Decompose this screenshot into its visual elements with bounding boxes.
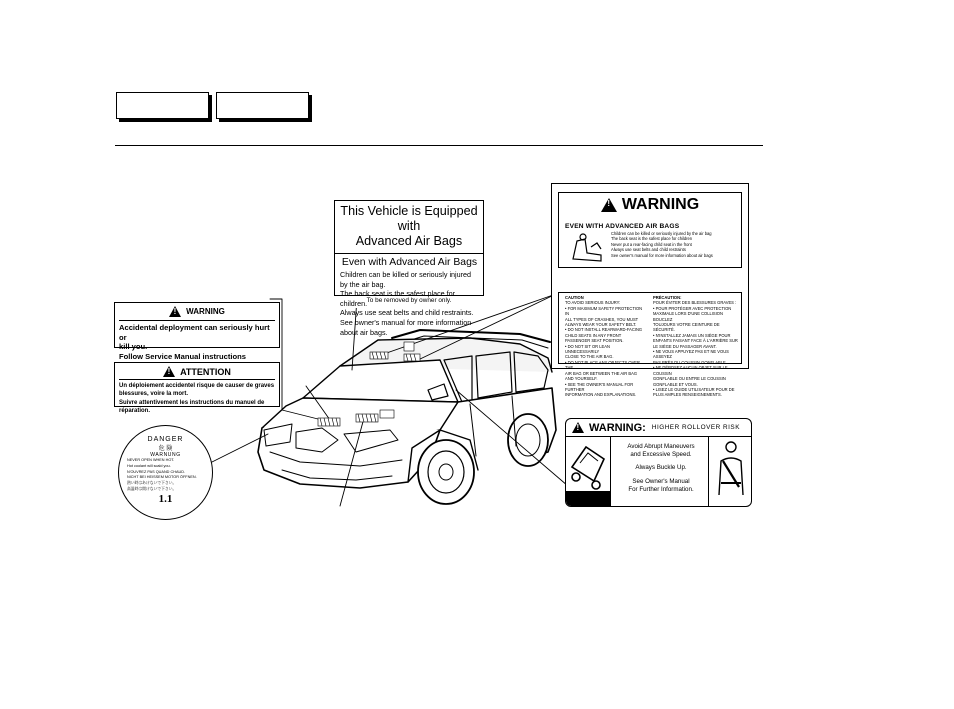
sun-visor-bullet-3: Never put a rear-facing child seat in the front <box>611 241 692 247</box>
radiator-cap-bullet-5: 熱い時はあけないで下さい。 <box>127 481 177 486</box>
service-warning-line-2: kill you. <box>119 342 148 352</box>
caution-line-8: • DO NOT SIT OR LEAN UNNECESSARILY <box>565 343 610 355</box>
caution-line-14: INFORMATION AND EXPLANATIONS. <box>565 392 637 398</box>
airbag-info-title-1: This Vehicle is Equipped with <box>340 204 478 233</box>
airbag-info-line-1: Children can be killed or seriously injured by the air bag. <box>340 270 472 289</box>
sun-visor-label <box>551 183 749 398</box>
precaution-line-14: PLUS AMPLES RENSEIGNEMENTS. <box>653 392 722 398</box>
precaution-line-5: • N'INSTALLEZ JAMAIS UN SIÈGE POUR <box>653 332 731 338</box>
caution-line-4: ALWAYS WEAR YOUR SAFETY BELT. <box>565 322 637 328</box>
precaution-line-8: • NE VOUS APPUYEZ PAS ET NE VOUS ASSEYEZ <box>653 349 729 360</box>
precaution-title: PRÉCAUTION: <box>653 295 682 300</box>
seat-belt-icon <box>709 437 752 507</box>
rollover-line-4: See Owner's Manual <box>632 477 690 485</box>
radiator-cap-label <box>118 425 213 520</box>
airbag-info-title-2: Advanced Air Bags <box>355 234 463 248</box>
rollover-vehicle-icon <box>566 437 610 507</box>
service-attention-heading: ATTENTION <box>180 366 231 377</box>
caution-line-2: • FOR MAXIMUM SAFETY PROTECTION IN <box>565 305 643 317</box>
rollover-line-2: and Excessive Speed. <box>630 451 692 459</box>
sun-visor-bullet-4: Always use seat belts and child restraints <box>611 247 686 253</box>
radiator-cap-bullet-1: NEVER OPEN WHEN HOT. <box>127 458 175 462</box>
caution-line-10: • DO NOT PLACE ANY OBJECTS OVER THE <box>565 359 640 371</box>
radiator-cap-danger: DANGER <box>147 436 184 443</box>
rollover-line-5: For Further Information. <box>628 485 694 493</box>
child-seat-icon <box>567 233 607 263</box>
warning-triangle-icon <box>163 366 175 377</box>
sun-visor-heading-text: WARNING <box>621 196 700 213</box>
rollover-heading: WARNING: <box>589 421 646 434</box>
service-attention-line-1: Un déploiement accidentel risque de causer de graves <box>119 383 275 389</box>
airbag-info-line-3: Always use seat belts and child restraints. <box>340 308 474 318</box>
warning-triangle-icon <box>169 306 181 317</box>
airbag-info-footer: To be removed by owner only. <box>366 297 452 304</box>
precaution-line-1: POUR ÉVITER DES BLESSURES GRAVES : <box>653 300 737 306</box>
precaution-line-2: • POUR PROTÉGER AVEC PROTECTION <box>653 305 732 311</box>
caution-line-12: AND YOURSELF. <box>565 376 598 382</box>
caution-line-11: AIR BAG OR BETWEEN THE AIR BAG <box>565 370 638 376</box>
sun-visor-subheading: EVEN WITH ADVANCED AIR BAGS <box>565 223 680 230</box>
precaution-line-4: TOUJOURS VOTRE CEINTURE DE SÉCURITÉ. <box>653 322 720 333</box>
precaution-line-9: PAS PRÈS DU COUSSIN GONFLABLE. <box>653 359 727 365</box>
caution-line-6: CHILD SEATS IN ANY FRONT <box>565 332 622 338</box>
caution-line-3: ALL TYPES OF CRASHES, YOU MUST <box>565 316 639 322</box>
caution-line-1: TO AVOID SERIOUS INJURY: <box>565 300 621 306</box>
caution-line-9: CLOSE TO THE AIR BAG. <box>565 354 614 360</box>
warning-triangle-icon <box>572 422 584 433</box>
precaution-line-3: MAXIMALE LORS D'UNE COLLISION BOUCLEZ <box>653 311 723 322</box>
service-attention-label <box>114 362 280 415</box>
rollover-line-3: Always Buckle Up. <box>635 464 687 472</box>
precaution-line-13: • LISEZ LE GUIDE UTILISATEUR POUR DE <box>653 386 735 392</box>
precaution-line-12: GONFLABLE ET VOUS. <box>653 381 698 387</box>
service-warning-heading: WARNING <box>186 307 225 316</box>
precaution-line-7: LE SIÈGE DU PASSAGER AVANT. <box>653 343 717 349</box>
radiator-cap-bullet-2: Hot coolant will scald you. <box>127 463 171 468</box>
rollover-warning-label <box>565 418 752 507</box>
sun-visor-bullet-2: The back seat is the safest place for children <box>611 236 693 242</box>
sun-visor-warning-heading <box>559 196 741 214</box>
caution-line-5: • DO NOT INSTALL REARWARD-FACING <box>565 327 643 333</box>
precaution-line-10: • NE DÉPOSEZ AUCUN OBJET SUR LE COUSSIN <box>653 365 728 376</box>
airbag-info-line-2: The back seat is the safest place for children. <box>340 289 456 308</box>
caution-title: CAUTION <box>565 295 584 300</box>
caution-line-7: PASSENGER SEAT POSITION. <box>565 338 624 344</box>
radiator-cap-bullet-3: N'OUVREZ PAS QUAND CHAUD. <box>127 469 186 474</box>
rollover-heading-suffix: HIGHER ROLLOVER RISK <box>651 424 740 431</box>
radiator-cap-warnung: WARNUNG <box>150 452 181 458</box>
radiator-cap-bullet-6: 高温時は開けないで下さい。 <box>127 486 177 491</box>
service-warning-line-3: Follow Service Manual instructions <box>119 351 247 361</box>
service-attention-line-2: blessures, voire la mort. <box>119 391 189 398</box>
sun-visor-bullet-5: See owner's manual for more information about air bags <box>611 252 713 258</box>
radiator-cap-kiken: 危 険 <box>158 446 173 452</box>
radiator-cap-pressure: 1.1 <box>158 492 173 505</box>
precaution-line-6: ENFANTS FAISANT FACE À L'ARRIÈRE SUR <box>653 338 738 344</box>
airbag-info-subtitle: Even with Advanced Air Bags <box>341 257 478 268</box>
precaution-line-11: GONFLABLE OU ENTRE LE COUSSIN <box>653 376 726 382</box>
service-warning-label <box>114 302 280 361</box>
airbag-info-label <box>334 200 484 337</box>
rollover-line-1: Avoid Abrupt Maneuvers <box>627 443 695 450</box>
radiator-cap-bullet-4: NICHT BEI HEISSEM MOTOR ÖFFNEN. <box>127 475 197 480</box>
warning-triangle-icon <box>601 198 617 212</box>
service-attention-line-3: Suivre attentivement les instructions du manuel de réparation. <box>119 399 265 415</box>
service-warning-line-1: Accidental deployment can seriously hurt or <box>119 320 275 342</box>
sun-visor-bullet-1: Children can be killed or seriously injured by the air bag <box>611 231 712 236</box>
caution-line-13: • SEE THE OWNER'S MANUAL FOR FURTHER <box>565 381 634 392</box>
airbag-info-line-4: See owner's manual for more information about air bags. <box>340 317 472 337</box>
